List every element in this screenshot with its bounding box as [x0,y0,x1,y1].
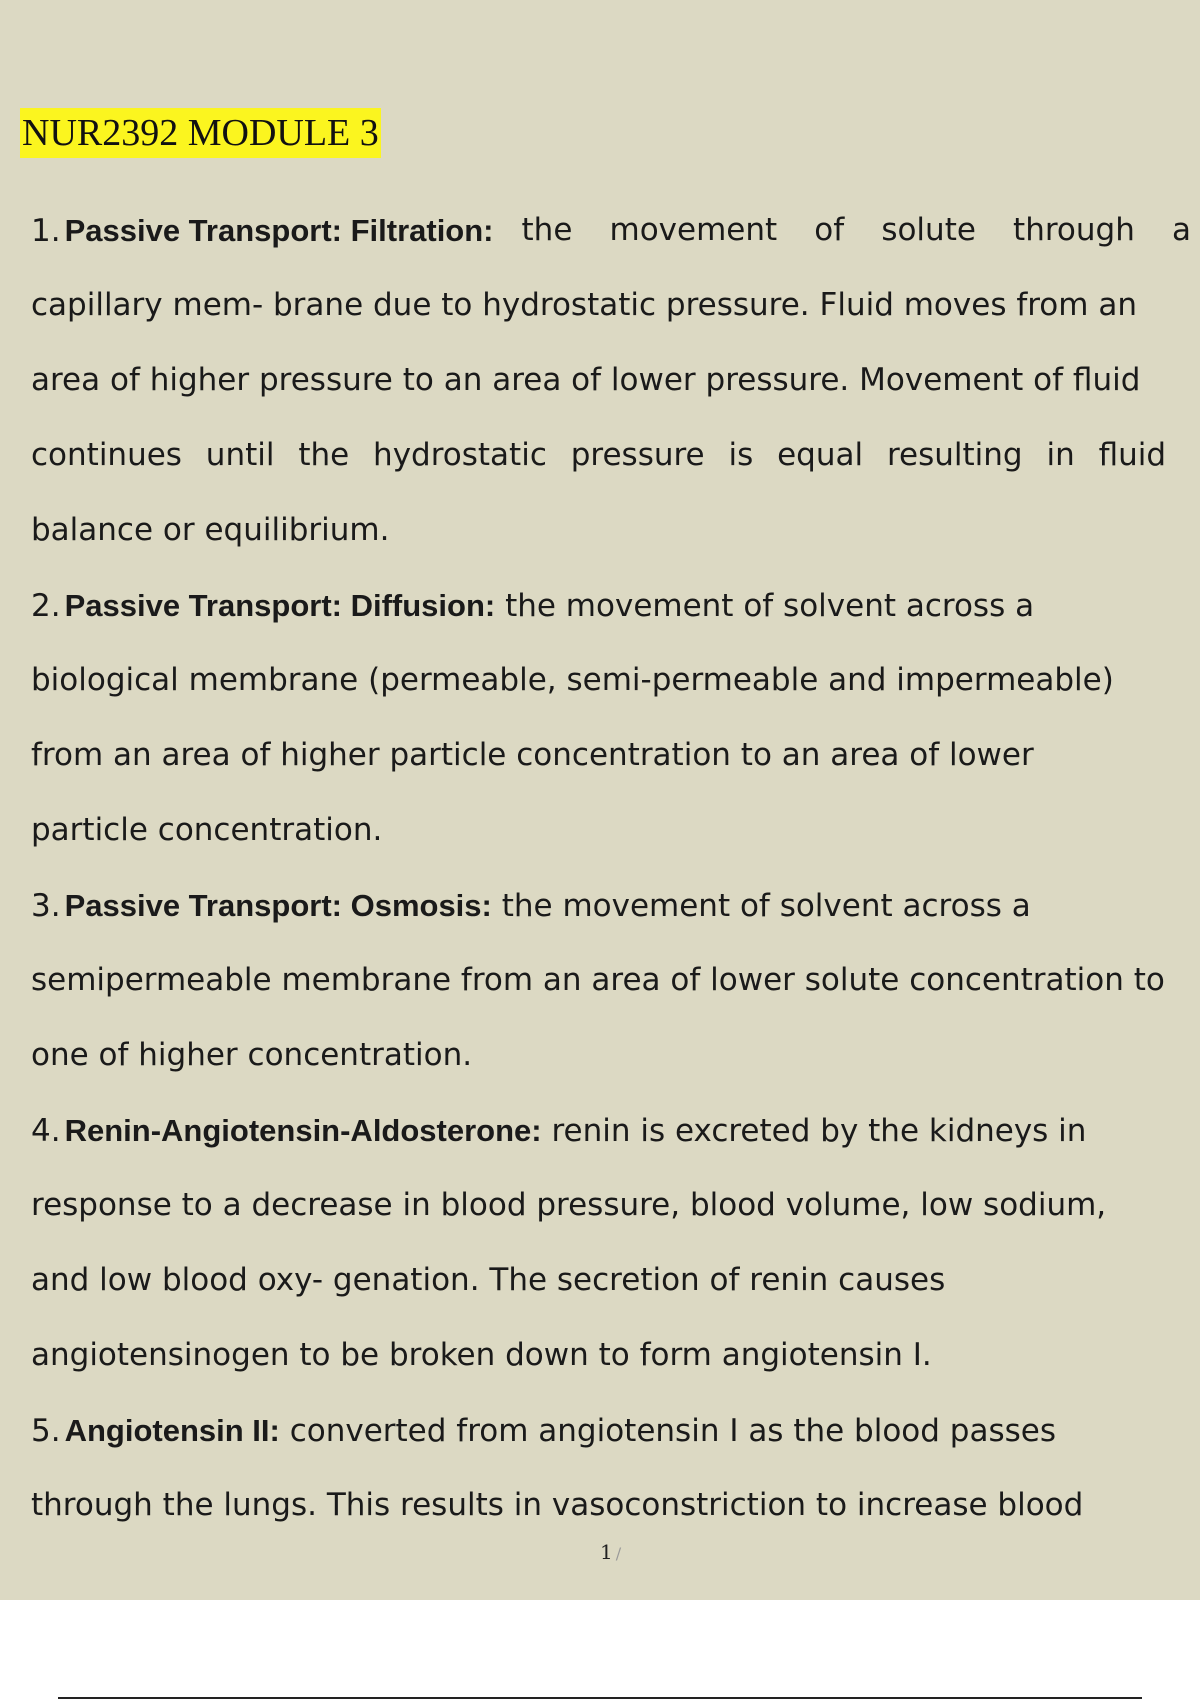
item-1-line-4: continues until the hydrostatic pressure is equal resulting in fluid [31,437,1167,473]
item-1-line-1-words [522,193,1191,268]
word: solute [881,212,976,248]
item-2-line-4: particle concentration. [31,812,383,848]
item-2-line-1: the movement of solvent across a [505,588,1035,624]
word: a [1171,212,1191,248]
document-title: NUR2392 MODULE 3 [20,108,381,158]
page-number-value: 1 [600,1540,613,1564]
word: of [814,212,845,248]
page-number-suffix: / [615,1544,622,1563]
item-number: 4. [31,1113,61,1149]
document-body [31,193,1191,1543]
word: through [1013,212,1135,248]
item-1-first-line [31,193,1191,268]
item-term: Passive Transport: Filtration: [64,213,494,248]
page-number [600,1540,621,1564]
item-5-line-1: converted from angiotensin I as the blood passes [289,1413,1056,1449]
item-2-line-3: from an area of higher particle concentration to an area of lower [31,737,1034,773]
item-term: Passive Transport: Diffusion: [64,588,496,623]
item-3-line-2: semipermeable membrane from an area of lower solute concentration to [31,962,1165,998]
word: the [521,212,573,248]
item-4-line-4: angiotensinogen to be broken down to form angiotensin I. [31,1337,932,1373]
item-3-line-1: the movement of solvent across a [501,888,1031,924]
item-4-first-line [31,1093,1191,1168]
item-term: Passive Transport: Osmosis: [64,888,492,923]
item-term: Renin-Angiotensin-Aldosterone: [64,1113,542,1148]
item-3-first-line [31,868,1191,943]
item-5-first-line [31,1393,1191,1468]
item-1-line-2: capillary mem- brane due to hydrostatic pressure. Fluid moves from an [31,287,1137,323]
item-number: 5. [31,1413,61,1449]
item-number: 1. [31,213,61,249]
item-2-first-line [31,568,1191,643]
item-4-line-3: and low blood oxy- genation. The secretion of renin causes [31,1262,946,1298]
page-divider-rule [58,1697,1142,1699]
item-1-line-3: area of higher pressure to an area of lower pressure. Movement of fluid [31,362,1141,398]
item-number: 3. [31,888,61,924]
item-1-line-5: balance or equilibrium. [31,512,390,548]
item-3-line-3: one of higher concentration. [31,1037,473,1073]
word: movement [609,212,778,248]
item-term: Angiotensin II: [64,1413,280,1448]
item-5-line-2: through the lungs. This results in vasoconstriction to increase blood [31,1487,1084,1523]
item-4-line-2: response to a decrease in blood pressure, blood volume, low sodium, [31,1187,1107,1223]
item-number: 2. [31,588,61,624]
item-4-line-1: renin is excreted by the kidneys in [551,1113,1087,1149]
item-2-line-2: biological membrane (permeable, semi-permeable and impermeable) [31,662,1114,698]
